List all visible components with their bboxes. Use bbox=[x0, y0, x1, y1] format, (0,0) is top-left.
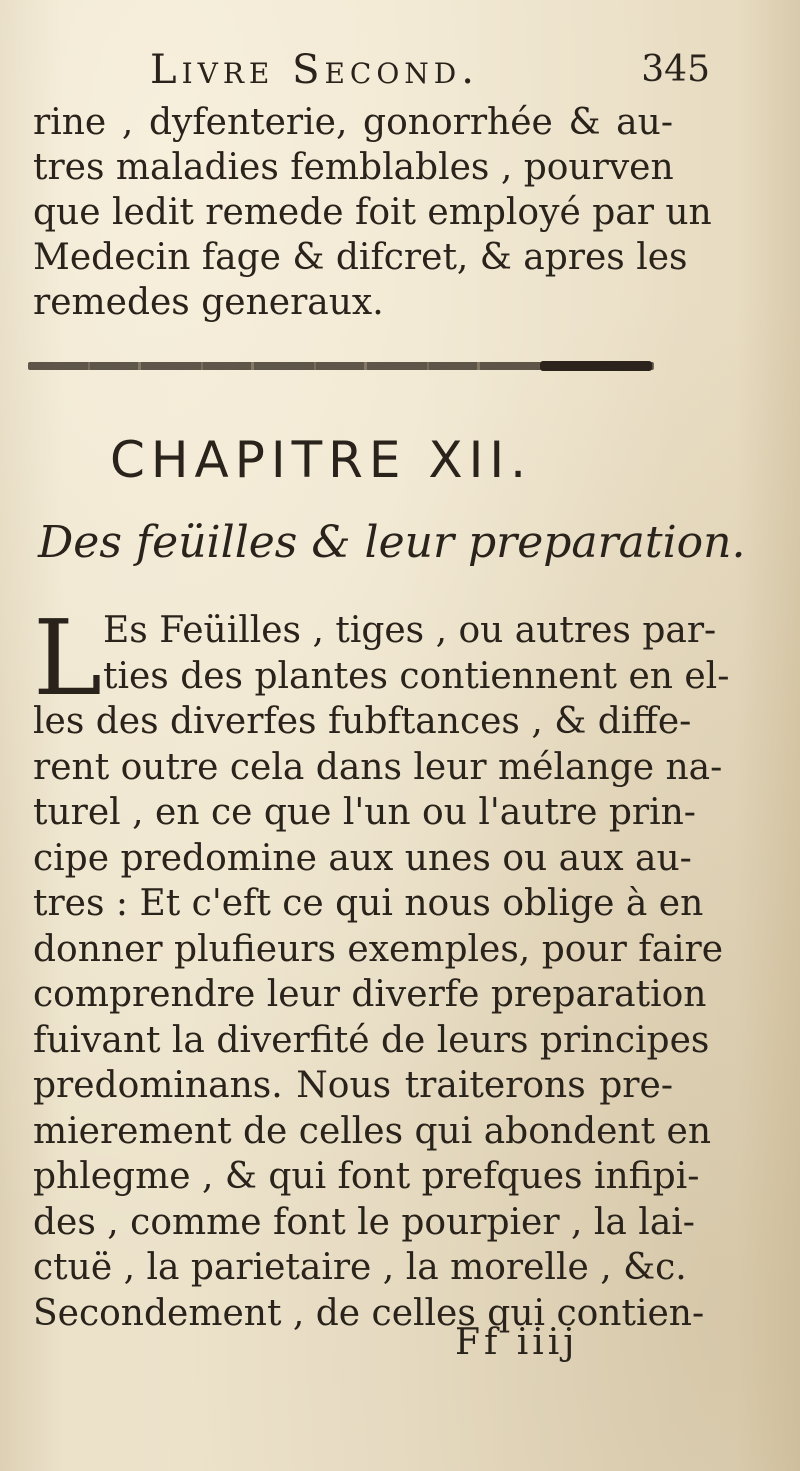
chapter-title: CHAPITRE XII. bbox=[110, 431, 533, 489]
body-paragraph bbox=[33, 597, 730, 1336]
top-paragraph bbox=[33, 100, 712, 325]
text-line: des , comme font le pourpier , la lai- bbox=[33, 1201, 695, 1243]
text-line: predominans. Nous traiterons pre- bbox=[33, 1065, 673, 1106]
running-head: Livre Second. bbox=[150, 47, 479, 93]
text-line: Es Feüilles , tiges , ou autres par- bbox=[103, 610, 717, 651]
text-line: donner plufieurs exemples, pour faire bbox=[33, 928, 724, 970]
text-line: rine , dyfenterie, gonorrhée & au- bbox=[33, 102, 673, 143]
text-line: cipe predomine aux unes ou aux au- bbox=[33, 837, 692, 879]
text-line: tres maladies femblables , pourven bbox=[33, 147, 674, 188]
text-line: Medecin fage & difcret, & apres les bbox=[33, 237, 688, 278]
drop-cap: L bbox=[33, 597, 103, 719]
chapter-subtitle: Des feüilles & leur preparation. bbox=[38, 517, 746, 568]
text-line: comprendre leur diverfe preparation bbox=[33, 974, 707, 1015]
text-line: que ledit remede foit employé par un bbox=[33, 192, 712, 233]
text-line: remedes generaux. bbox=[33, 282, 384, 323]
page-header bbox=[150, 42, 710, 98]
text-line: ties des plantes contiennent en el- bbox=[103, 655, 730, 697]
page-number: 345 bbox=[641, 49, 710, 90]
text-line: fuivant la diverfité de leurs principes bbox=[33, 1019, 710, 1061]
text-line: phlegme , & qui font prefques infipi- bbox=[33, 1156, 700, 1197]
text-line: rent outre cela dans leur mélange na- bbox=[33, 746, 723, 788]
signature-mark: Ff iiij bbox=[455, 1322, 579, 1363]
text-line: les des diverfes fubftances , & diffe- bbox=[33, 701, 692, 742]
text-line: Secondement , de celles qui contien- bbox=[33, 1292, 705, 1334]
text-line: tres : Et c'eft ce qui nous oblige à en bbox=[33, 883, 704, 924]
section-divider-ornament bbox=[540, 361, 652, 371]
text-line: turel , en ce que l'un ou l'autre prin- bbox=[33, 792, 696, 833]
text-line: mierement de celles qui abondent en bbox=[33, 1110, 712, 1152]
text-line: ctuë , la parietaire , la morelle , &c. bbox=[33, 1247, 687, 1288]
